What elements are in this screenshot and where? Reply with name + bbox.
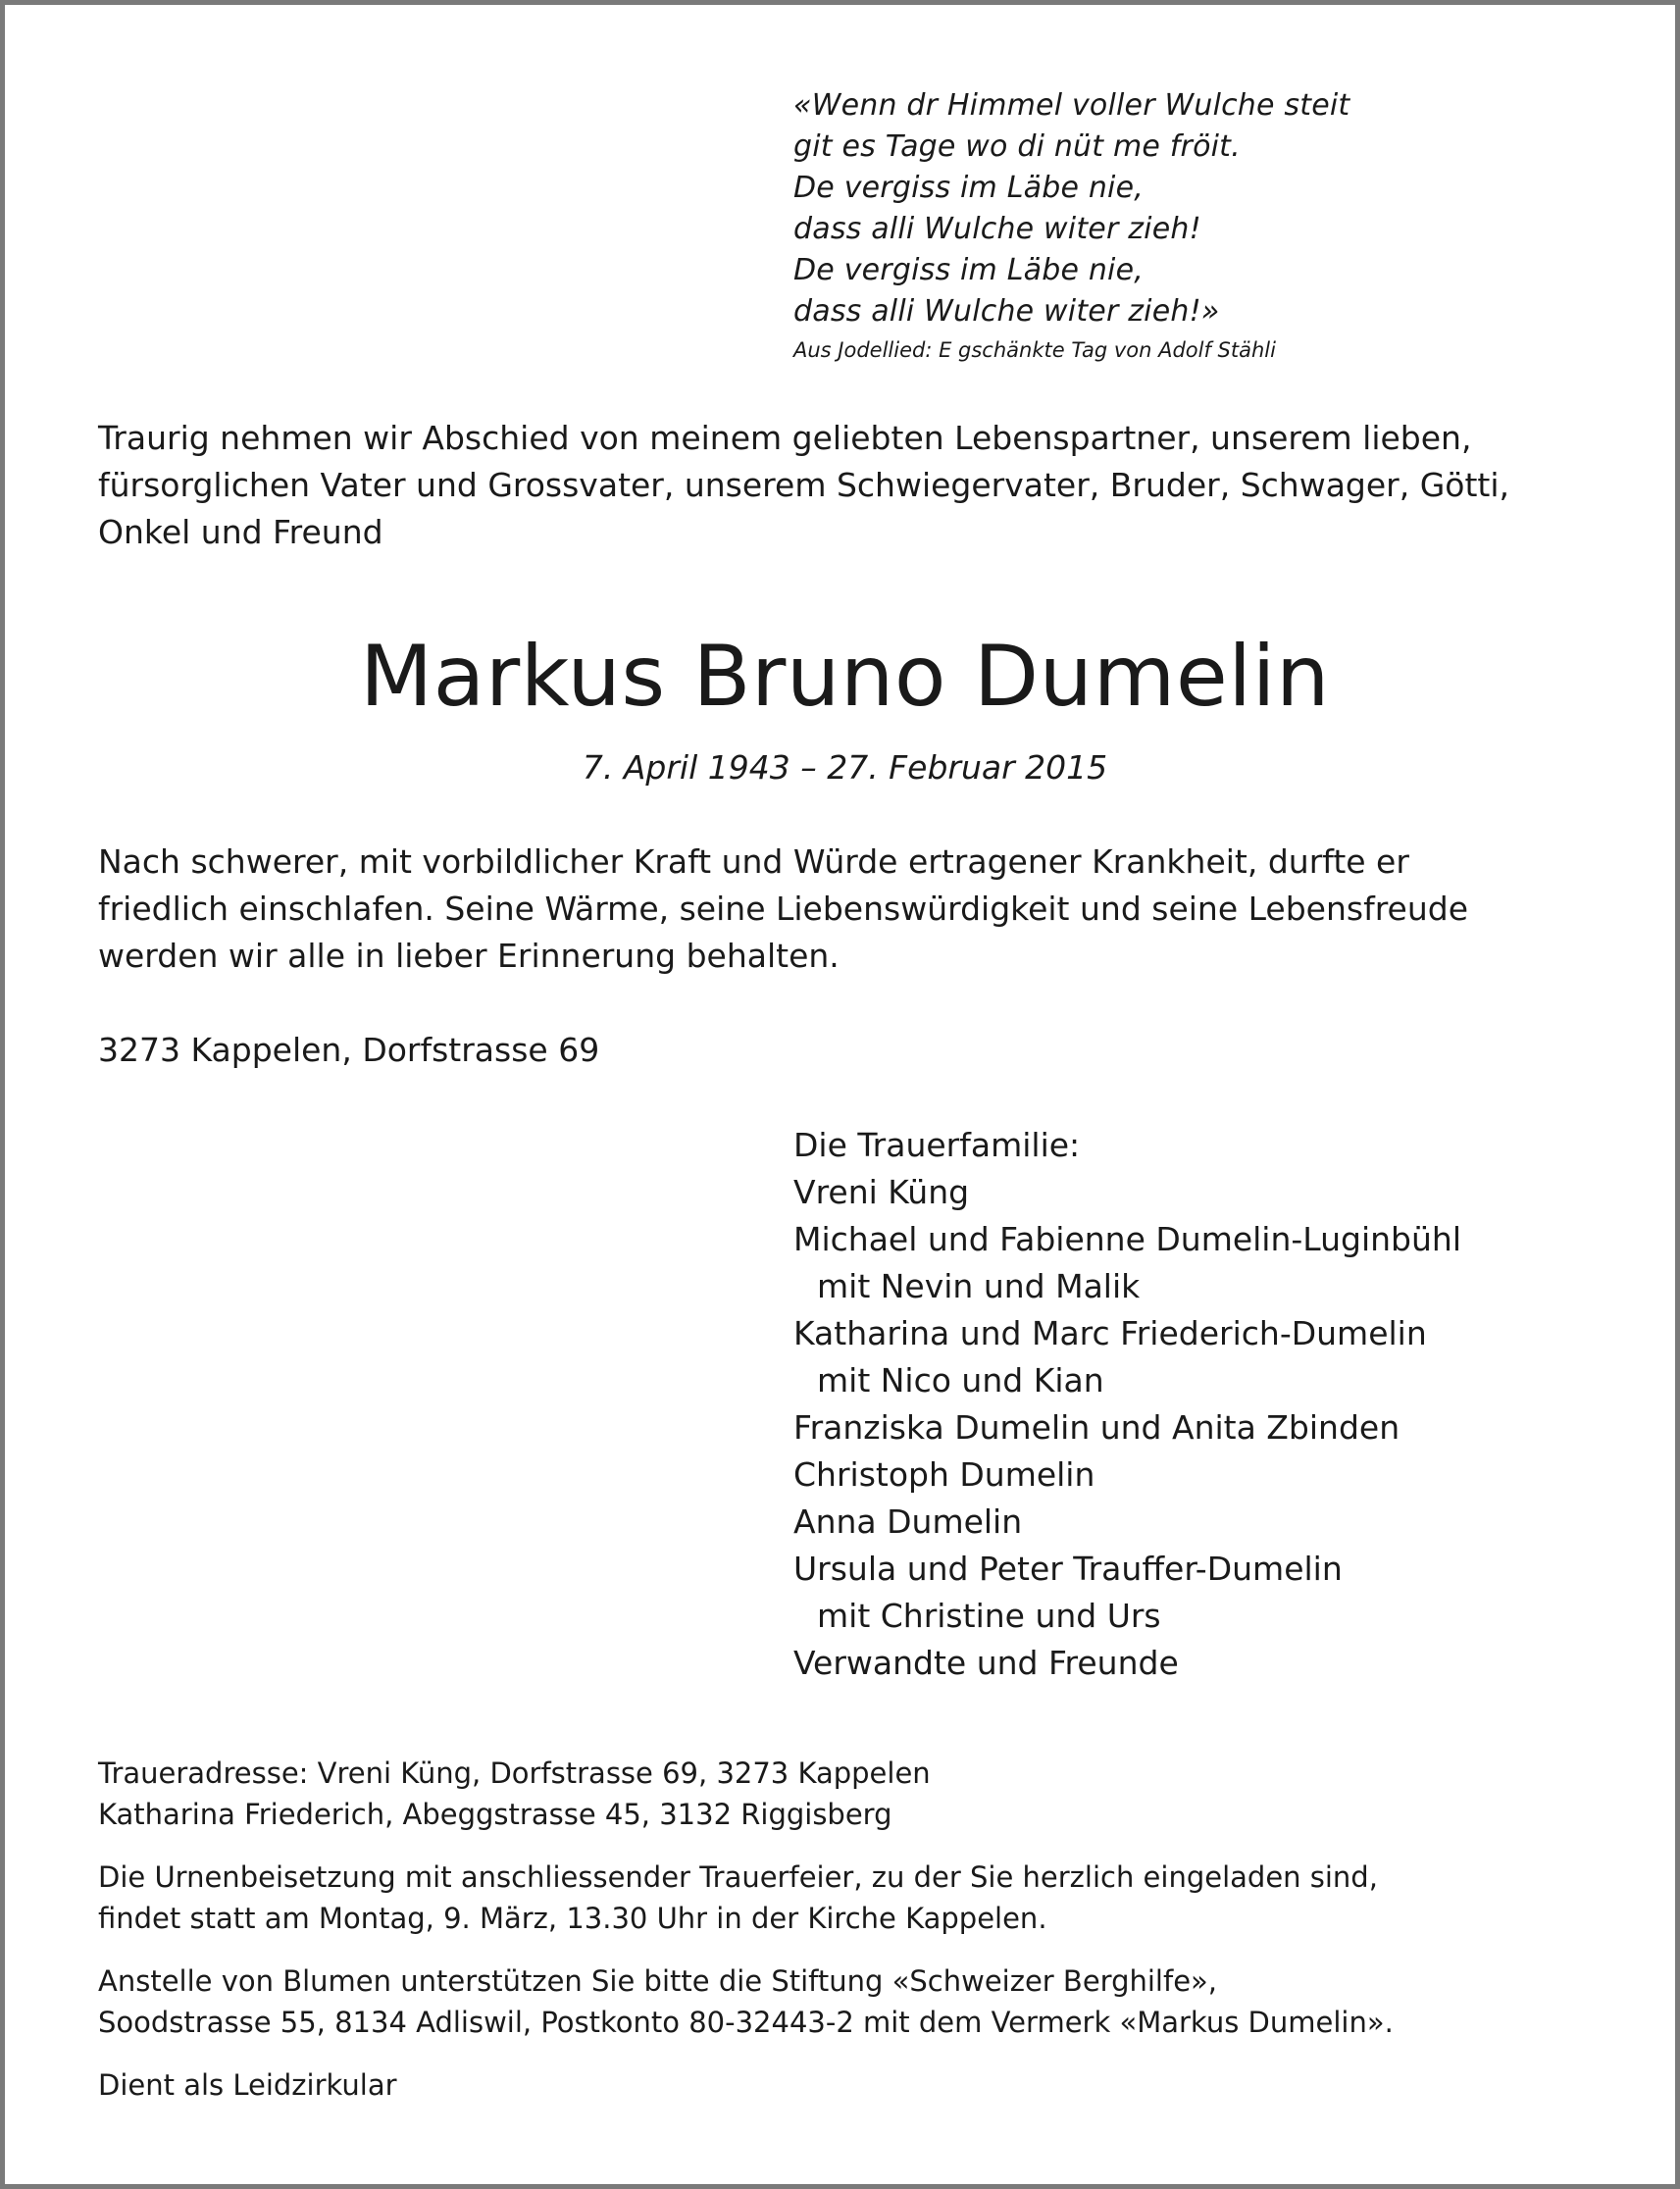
footer-line: Soodstrasse 55, 8134 Adliswil, Postkonto 80-32443-2 mit dem Vermerk «Markus Dumelin». (98, 2006, 1394, 2039)
intro-line: Traurig nehmen wir Abschied von meinem geliebten Lebenspartner, unserem lieben, (98, 419, 1472, 457)
yodel-quote (793, 85, 1598, 370)
quote-line: De vergiss im Läbe nie, (793, 253, 1144, 287)
family-member: Ursula und Peter Trauffer-Dumelin (793, 1550, 1343, 1588)
circular-note (98, 2064, 1628, 2106)
footer-line: Katharina Friederich, Abeggstrasse 45, 3132 Riggisberg (98, 1798, 892, 1831)
quote-line: dass alli Wulche witer zieh! (793, 212, 1201, 246)
family-member: Franziska Dumelin und Anita Zbinden (793, 1408, 1400, 1447)
footer-line: Dient als Leidzirkular (98, 2068, 397, 2102)
family-heading: Die Trauerfamilie: (793, 1126, 1081, 1164)
family-member: Vreni Küng (793, 1173, 970, 1211)
quote-line: git es Tage wo di nüt me fröit. (793, 129, 1241, 164)
body-line: Nach schwerer, mit vorbildlicher Kraft und Würde ertragener Krankheit, durfte er (98, 842, 1409, 881)
family-member-children: mit Nico und Kian (817, 1361, 1104, 1400)
family-member: Verwandte und Freunde (793, 1644, 1179, 1682)
family-member: Katharina und Marc Friederich-Dumelin (793, 1314, 1427, 1352)
body-line: werden wir alle in lieber Erinnerung behalten. (98, 937, 840, 975)
mourning-family (793, 1122, 1656, 1687)
footer-line: Die Urnenbeisetzung mit anschliessender Trauerfeier, zu der Sie herzlich eingeladen sind, (98, 1860, 1378, 1894)
family-member: Anna Dumelin (793, 1502, 1023, 1541)
quote-line: «Wenn dr Himmel voller Wulche steit (793, 88, 1350, 123)
intro-line: Onkel und Freund (98, 513, 383, 551)
footer-line: findet statt am Montag, 9. März, 13.30 Uhr in der Kirche Kappelen. (98, 1902, 1047, 1935)
quote-source: Aus Jodellied: E gschänkte Tag von Adolf Stähli (793, 338, 1276, 362)
family-member-children: mit Nevin und Malik (817, 1267, 1141, 1305)
quote-line: De vergiss im Läbe nie, (793, 171, 1144, 205)
intro-line: fürsorglichen Vater und Grossvater, unserem Schwiegervater, Bruder, Schwager, Götti, (98, 466, 1510, 504)
family-member: Christoph Dumelin (793, 1455, 1095, 1494)
deceased-name: Markus Bruno Dumelin (359, 628, 1331, 726)
body-line: friedlich einschlafen. Seine Wärme, seine Liebenswürdigkeit und seine Lebensfreude (98, 890, 1469, 928)
footer-line: Anstelle von Blumen unterstützen Sie bitte die Stiftung «Schweizer Berghilfe», (98, 1964, 1217, 1998)
footer-notes (98, 1753, 1628, 2127)
mourning-address-block (98, 1753, 1628, 1835)
family-member: Michael und Fabienne Dumelin-Luginbühl (793, 1220, 1461, 1258)
donation-block (98, 1960, 1628, 2043)
ceremony-block (98, 1857, 1628, 1939)
footer-line: Traueradresse: Vreni Küng, Dorfstrasse 69, 3273 Kappelen (98, 1756, 931, 1790)
farewell-intro (98, 415, 1628, 556)
life-dates: 7. April 1943 – 27. Februar 2015 (582, 748, 1108, 787)
family-member-children: mit Christine und Urs (817, 1597, 1161, 1635)
quote-line: dass alli Wulche witer zieh!» (793, 294, 1220, 329)
obituary-text (98, 839, 1628, 980)
home-address: 3273 Kappelen, Dorfstrasse 69 (98, 1031, 600, 1069)
